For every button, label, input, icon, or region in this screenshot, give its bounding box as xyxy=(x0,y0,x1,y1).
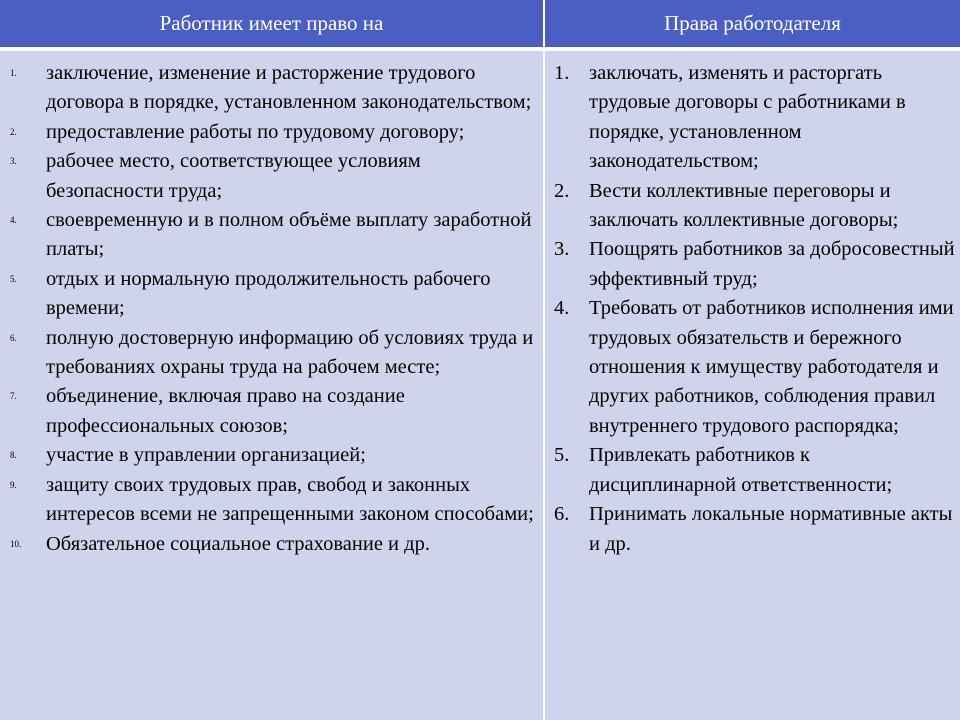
list-number: 2. xyxy=(10,126,17,137)
list-item xyxy=(0,441,543,470)
list-item xyxy=(0,265,543,324)
employee-rights-cell xyxy=(0,51,543,720)
list-text: Требовать от работников исполнения ими трудовых обязательств и бережного отношения к имуществу работодателя и других работников, соблюдения правил внутреннего трудового распорядка; xyxy=(589,297,954,437)
list-item xyxy=(0,59,543,118)
list-text: Принимать локальные нормативные акты и др. xyxy=(589,503,953,555)
list-text: полную достоверную информацию об условиях труда и требованиях охраны труда на рабочем месте; xyxy=(46,326,534,379)
list-item xyxy=(0,382,543,441)
list-number: 6. xyxy=(10,332,17,343)
header-employee-rights: Работник имеет право на xyxy=(159,11,384,35)
employer-rights-cell xyxy=(545,51,960,720)
list-number: 1. xyxy=(554,62,570,84)
list-item xyxy=(0,118,543,147)
list-item xyxy=(0,206,543,265)
list-item xyxy=(545,500,960,559)
list-number: 4. xyxy=(554,297,570,320)
list-text: Привлекать работников к дисциплинарной ответственности; xyxy=(589,444,893,496)
table-header xyxy=(0,0,960,47)
list-number: 8. xyxy=(10,450,17,461)
list-number: 2. xyxy=(554,179,570,202)
list-number: 10. xyxy=(10,538,22,549)
list-text: своевременную и в полном объёме выплату заработной платы; xyxy=(46,209,532,261)
list-text: Обязательное социальное страхование и др. xyxy=(46,532,430,555)
list-number: 9. xyxy=(10,479,17,490)
list-text: заключать, изменять и расторгать трудовые договоры с работниками в порядке, установленном законодательством; xyxy=(589,62,906,173)
list-item xyxy=(545,441,960,500)
list-number: 3. xyxy=(554,238,570,261)
list-number: 4. xyxy=(10,215,17,226)
list-text: заключение, изменение и расторжение трудового договора в порядке, установленном законодательством; xyxy=(46,62,532,114)
list-number: 1. xyxy=(10,68,17,78)
list-item xyxy=(545,294,960,441)
list-item xyxy=(545,235,960,294)
employer-rights-list xyxy=(545,51,960,559)
list-text: отдых и нормальную продолжительность рабочего времени; xyxy=(46,267,491,320)
list-item xyxy=(0,530,543,559)
list-text: предоставление работы по трудовому договору; xyxy=(46,120,465,143)
column-divider xyxy=(543,0,545,720)
list-number: 3. xyxy=(10,156,17,167)
list-number: 5. xyxy=(554,444,570,467)
list-item xyxy=(0,324,543,383)
list-item xyxy=(545,177,960,236)
list-number: 5. xyxy=(10,273,17,284)
list-number: 6. xyxy=(554,503,570,526)
list-text: рабочее место, соответствующее условиям безопасности труда; xyxy=(46,150,421,202)
list-text: Поощрять работников за добросовестный эффективный труд; xyxy=(589,238,955,290)
list-item xyxy=(545,59,960,177)
list-text: защиту своих трудовых прав, свобод и законных интересов всеми не запрещенными законом способами; xyxy=(46,473,534,526)
list-item xyxy=(0,471,543,530)
list-text: объединение, включая право на создание профессиональных союзов; xyxy=(46,385,405,437)
employee-rights-list xyxy=(0,51,543,559)
header-employer-rights: Права работодателя xyxy=(664,11,841,35)
list-number: 7. xyxy=(10,391,17,402)
list-text: Вести коллективные переговоры и заключать коллективные договоры; xyxy=(589,179,899,232)
list-text: участие в управлении организацией; xyxy=(46,444,366,467)
list-item xyxy=(0,147,543,206)
